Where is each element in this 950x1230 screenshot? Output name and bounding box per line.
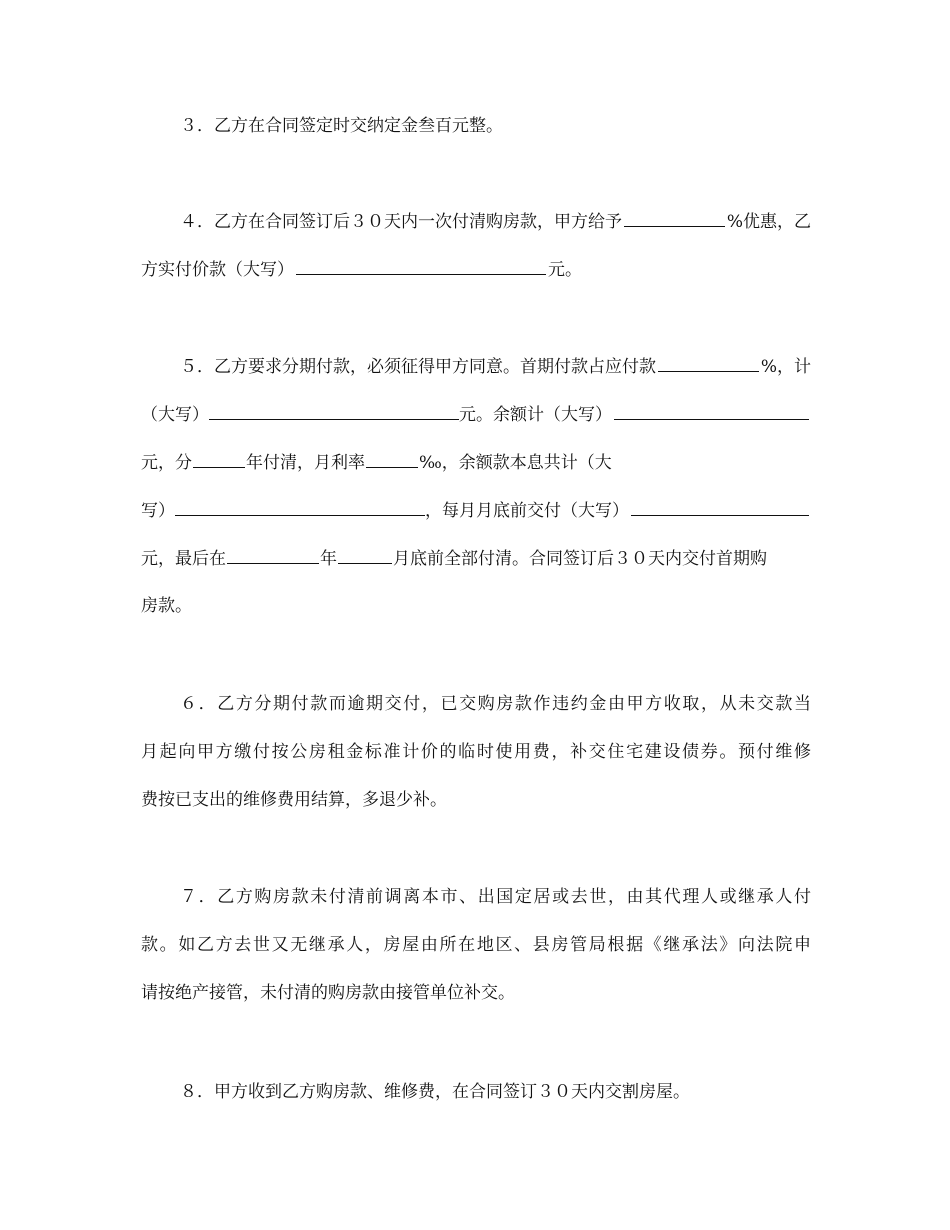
clause-5-text-f: 年付清，月利率 xyxy=(246,453,365,473)
clause-7-line-2: 款。如乙方去世又无继承人，房屋由所在地区、县房管局根据《继承法》向法院申 xyxy=(141,935,811,955)
clause-8-line-1: ８．甲方收到乙方购房款、维修费，在合同签订３０天内交割房屋。 xyxy=(180,1082,690,1102)
clause-6-line-2: 月起向甲方缴付按公房租金标准计价的临时使用费，补交住宅建设债券。预付维修 xyxy=(141,742,811,762)
clause-3-line-1: ３．乙方在合同签定时交纳定金叁百元整。 xyxy=(180,116,503,136)
clause-5-text-b: %，计 xyxy=(760,357,811,377)
clause-5-text-c: （大写） xyxy=(141,405,209,425)
clause-4-line-2 xyxy=(141,257,582,281)
clause-7-line-1: ７．乙方购房款未付清前调离本市、出国定居或去世，由其代理人或继承人付 xyxy=(180,887,811,907)
clause-6-line-3: 费按已支出的维修费用结算，多退少补。 xyxy=(141,790,447,810)
final-year-blank xyxy=(227,546,319,564)
down-payment-amount-blank xyxy=(209,402,459,420)
clause-5-text-a: ５．乙方要求分期付款，必须征得甲方同意。首期付款占应付款 xyxy=(180,357,656,377)
clause-5-text-i: ，每月月底前交付（大写） xyxy=(425,501,629,521)
clause-5-text-d: 元。余额计（大写） xyxy=(459,405,612,425)
monthly-payment-blank xyxy=(631,498,809,516)
monthly-rate-blank xyxy=(366,450,418,468)
clause-5-line-2 xyxy=(141,402,811,426)
clause-4-line-1 xyxy=(180,209,811,233)
clause-7-line-3: 请按绝产接管，未付清的购房款由接管单位补交。 xyxy=(141,983,515,1003)
clause-5-text-l: 月底前全部付清。合同签订后３０天内交付首期购 xyxy=(393,549,767,569)
clause-5-line-4 xyxy=(141,498,811,522)
clause-4-text-a: ４．乙方在合同签订后３０天内一次付清购房款，甲方给予 xyxy=(180,212,622,232)
years-blank xyxy=(193,450,245,468)
clause-5-text-k: 年 xyxy=(320,549,337,569)
clause-6-line-1: ６．乙方分期付款而逾期交付，已交购房款作违约金由甲方收取，从未交款当 xyxy=(180,694,811,714)
clause-5-line-5 xyxy=(141,546,811,570)
clause-4-text-d: 元。 xyxy=(548,260,582,280)
total-principal-interest-blank xyxy=(175,498,425,516)
clause-5-line-3 xyxy=(141,450,612,474)
balance-amount-blank xyxy=(614,402,809,420)
discount-percent-blank xyxy=(624,209,725,227)
actual-price-blank xyxy=(296,257,546,275)
down-payment-percent-blank xyxy=(658,354,759,372)
clause-4-text-b: %优惠，乙 xyxy=(726,212,811,232)
clause-5-line-1 xyxy=(180,354,811,378)
clause-4-text-c: 方实付价款（大写） xyxy=(141,260,294,280)
clause-5-text-j: 元，最后在 xyxy=(141,549,226,569)
clause-5-text-h: 写） xyxy=(141,501,175,521)
clause-5-text-g: ‰，余额款本息共计（大 xyxy=(419,453,612,473)
final-month-blank xyxy=(338,546,392,564)
clause-5-line-6: 房款。 xyxy=(141,596,192,616)
clause-5-text-e: 元，分 xyxy=(141,453,192,473)
